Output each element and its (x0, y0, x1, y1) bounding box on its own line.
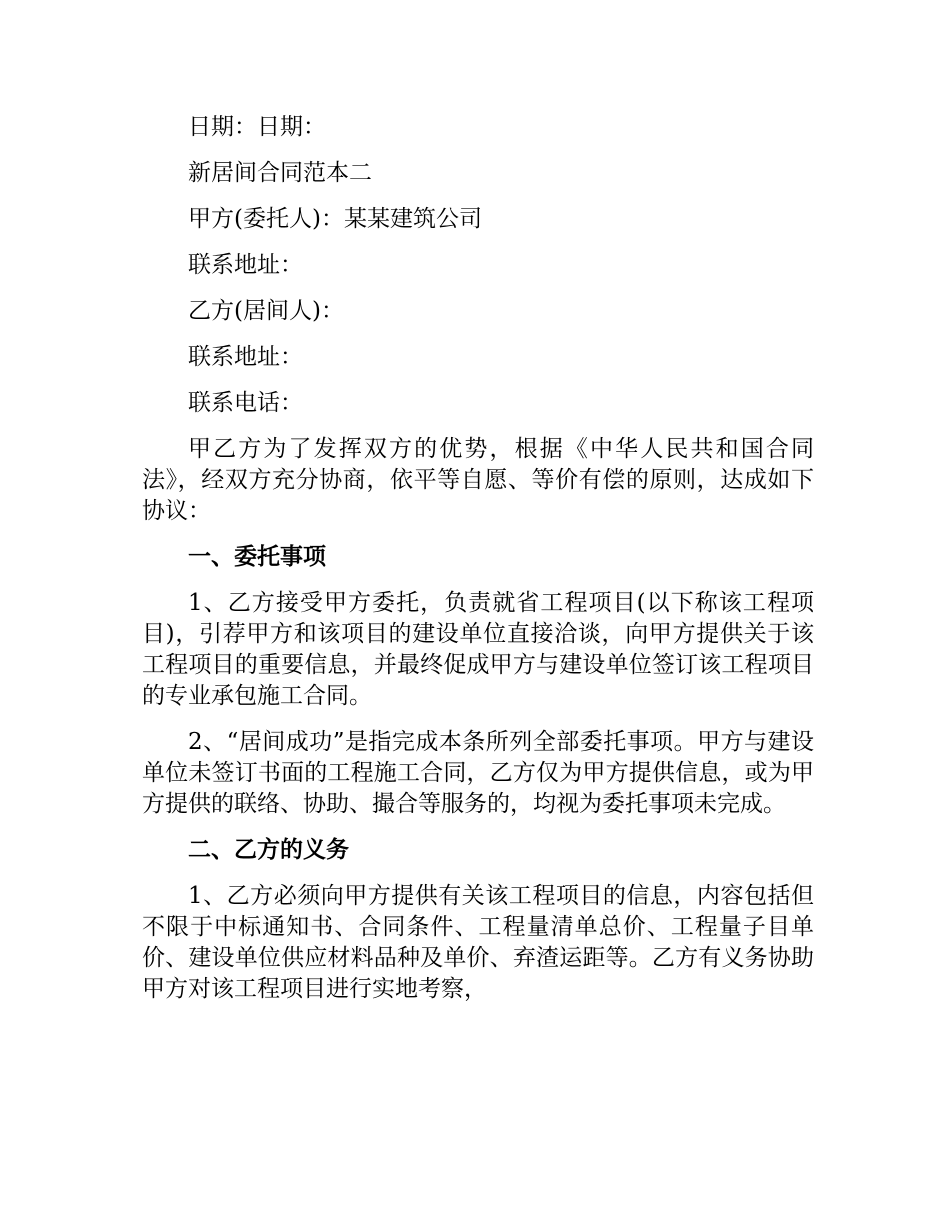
section-heading-entrusted-matters: 一、委托事项 (188, 544, 326, 570)
party-b-address: 联系地址： (188, 344, 303, 370)
document-title: 新居间合同范本二 (188, 160, 372, 186)
section-heading-party-b-obligations: 二、乙方的义务 (188, 837, 349, 863)
party-b-phone: 联系电话： (188, 390, 303, 416)
party-b-line: 乙方(居间人)： (188, 298, 344, 324)
party-a-line: 甲方(委托人)：某某建筑公司 (188, 206, 482, 232)
party-a-address: 联系地址： (188, 252, 303, 278)
intro-paragraph: 甲乙方为了发挥双方的优势，根据《中华人民共和国合同法》，经双方充分协商，依平等自愿、等价有偿的原则，达成如下协议： (142, 436, 814, 524)
clause-1-2: 2、“居间成功”是指完成本条所列全部委托事项。甲方与建设单位未签订书面的工程施工合同，乙方仅为甲方提供信息，或为甲方提供的联络、协助、撮合等服务的，均视为委托事项未完成。 (142, 729, 814, 817)
date-line: 日期：日期： (188, 114, 326, 140)
clause-2-1: 1、乙方必须向甲方提供有关该工程项目的信息，内容包括但不限于中标通知书、合同条件、工程量清单总价、工程量子目单价、建设单位供应材料品种及单价、弃渣运距等。乙方有义务协助甲方对该工程项目进行实地考察， (142, 883, 814, 1002)
document-body (142, 112, 814, 1020)
clause-1-1: 1、乙方接受甲方委托，负责就省工程项目(以下称该工程项目)，引荐甲方和该项目的建设单位直接洽谈，向甲方提供关于该工程项目的重要信息，并最终促成甲方与建设单位签订该工程项目的专业承包施工合同。 (142, 590, 814, 709)
